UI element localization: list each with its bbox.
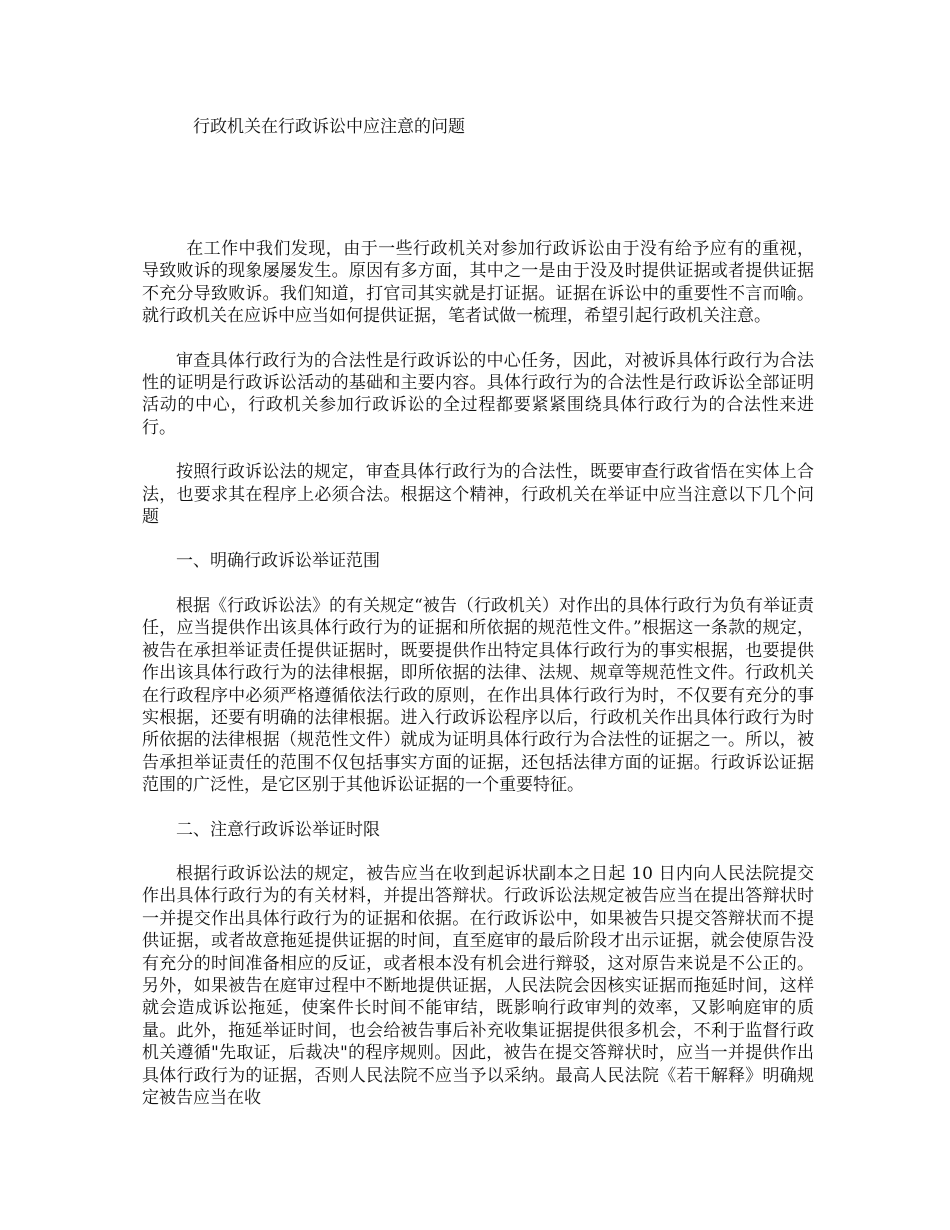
- section-heading-scope: 一、明确行政诉讼举证范围: [176, 551, 380, 572]
- paragraph-intro: 在工作中我们发现，由于一些行政机关对参加行政诉讼由于没有给予应有的重视，导致败诉的现象屡屡发生。原因有多方面，其中之一是由于没及时提供证据或者提供证据不充分导致败诉。我们知道，打官司其实就是打证据。证据在诉讼中的重要性不言而喻。就行政机关在应诉中应当如何提供证据，笔者试做一梳理，希望引起行政机关注意。: [142, 239, 814, 327]
- paragraph-time-limit: 根据行政诉讼法的规定，被告应当在收到起诉状副本之日起 10 日内向人民法院提交作出具体行政行为的有关材料，并提出答辩状。行政诉讼法规定被告应当在提出答辩状时一并提交作出具体行政行为的证据和依据。在行政诉讼中，如果被告只提交答辩状而不提供证据，或者故意拖延提供证据的时间，直至庭审的最后阶段才出示证据，就会使原告没有充分的时间准备相应的反证，或者根本没有机会进行辩驳，这对原告来说是不公正的。另外，如果被告在庭审过程中不断地提供证据，人民法院会因核实证据而拖延时间，这样就会造成诉讼拖延，使案件长时间不能审结，既影响行政审判的效率，又影响庭审的质量。此外，拖延举证时间，也会给被告事后补充收集证据提供很多机会，不利于监督行政机关遵循"先取证，后裁决"的程序规则。因此，被告在提交答辩状时，应当一并提供作出具体行政行为的证据，否则人民法院不应当予以采纳。最高人民法院《若干解释》明确规定被告应当在收: [142, 863, 814, 1108]
- section-heading-time-limit: 二、注意行政诉讼举证时限: [176, 819, 380, 840]
- document-body: [142, 238, 814, 1131]
- document-title: 行政机关在行政诉讼中应注意的问题: [193, 117, 465, 137]
- paragraph-legality-center: 审查具体行政行为的合法性是行政诉讼的中心任务，因此，对被诉具体行政行为合法性的证明是行政诉讼活动的基础和主要内容。具体行政行为的合法性是行政诉讼全部证明活动的中心，行政机关参加行政诉讼的全过程都要紧紧围绕具体行政行为的合法性来进行。: [142, 350, 814, 438]
- paragraph-scope: 根据《行政诉讼法》的有关规定“被告（行政机关）对作出的具体行政行为负有举证责任，应当提供作出该具体行政行为的证据和所依据的规范性文件。”根据这一条款的规定，被告在承担举证责任提供证据时，既要提供作出特定具体行政行为的事实根据，也要提供作出该具体行政行为的法律根据，即所依据的法律、法规、规章等规范性文件。行政机关在行政程序中必须严格遵循依法行政的原则，在作出具体行政行为时，不仅要有充分的事实根据，还要有明确的法律根据。进入行政诉讼程序以后，行政机关作出具体行政行为时所依据的法律根据（规范性文件）就成为证明具体行政行为合法性的证据之一。所以，被告承担举证责任的范围不仅包括事实方面的证据，还包括法律方面的证据。行政诉讼证据范围的广泛性，是它区别于其他诉讼证据的一个重要特征。: [142, 595, 814, 796]
- paragraph-issues-intro: 按照行政诉讼法的规定，审查具体行政行为的合法性，既要审查行政省悟在实体上合法，也要求其在程序上必须合法。根据这个精神，行政机关在举证中应当注意以下几个问题: [142, 462, 814, 528]
